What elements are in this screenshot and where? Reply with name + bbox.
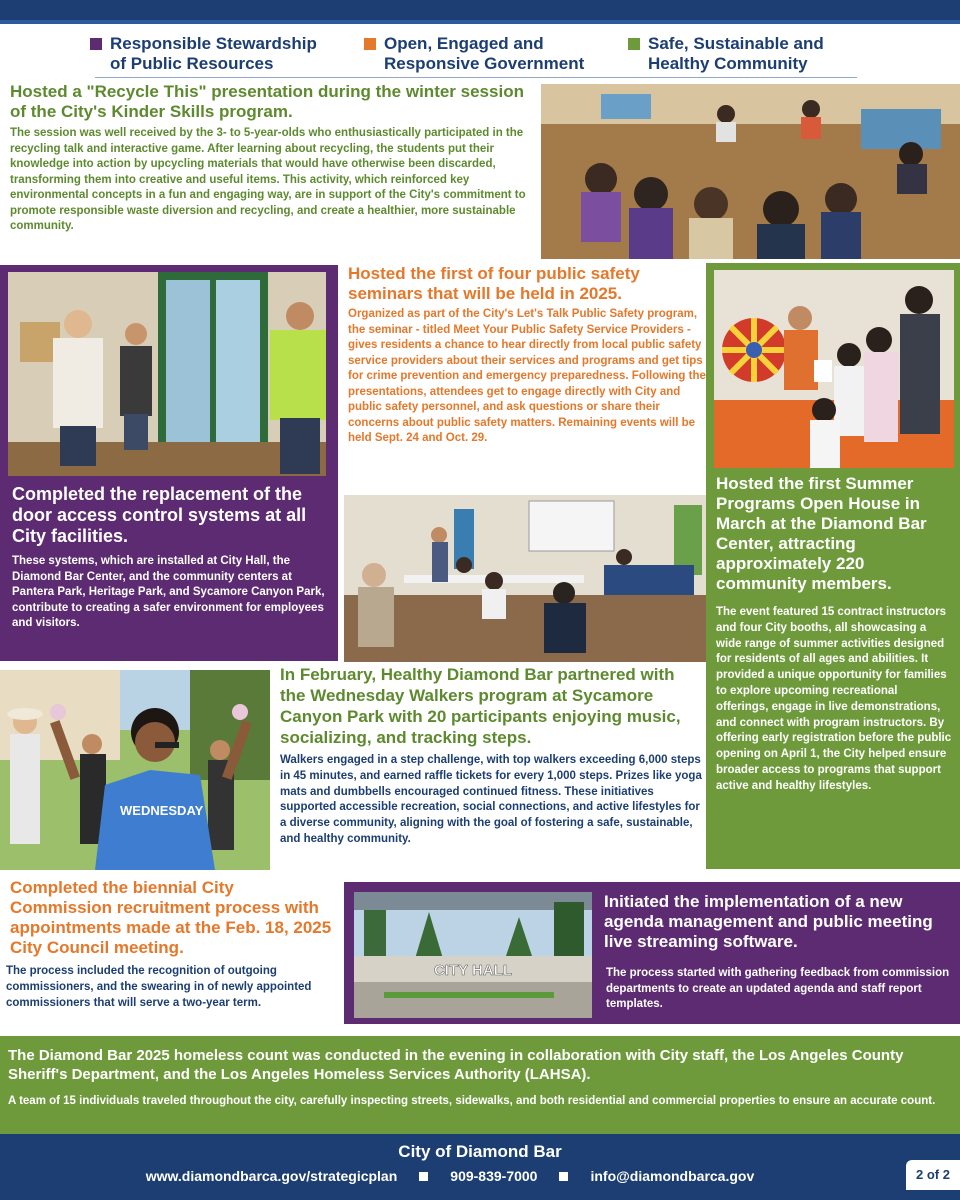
walkers-body: Walkers engaged in a step challenge, with top walkers exceeding 6,000 steps in 45 minutes, and earned raffle tickets for every 1,000 steps. Prizes like yoga mats and dumbbells encouraged continued fitness. These initiatives supported accessible recreation, social connections, and active lifestyles for a diverse community, aligning with the goal of fostering a safe, sustainable, and healthy community. bbox=[280, 754, 702, 845]
legend-item-community bbox=[628, 34, 824, 74]
legend-square-orange bbox=[364, 38, 376, 50]
legend-label: Responsible Stewardship of Public Resources bbox=[110, 34, 317, 73]
page-number: 2 of 2 bbox=[906, 1160, 960, 1190]
door-access-photo bbox=[8, 272, 326, 476]
wednesday-walkers-photo bbox=[0, 670, 270, 870]
legend-square-green bbox=[628, 38, 640, 50]
agenda-body: The process started with gathering feedback from commission departments to create an updated agenda and staff report templates. bbox=[606, 967, 950, 1010]
safety-heading: Hosted the first of four public safety seminars that will be held in 2025. bbox=[348, 264, 640, 303]
legend-label: Open, Engaged and Responsive Government bbox=[384, 34, 585, 73]
separator-square-icon bbox=[559, 1172, 568, 1181]
walkers-heading: In February, Healthy Diamond Bar partnered with the Wednesday Walkers program at Sycamore Canyon Park with 20 participants enjoying music, socializing, and tracking steps. bbox=[280, 665, 681, 747]
legend-square-purple bbox=[90, 38, 102, 50]
safety-seminar-photo bbox=[344, 495, 706, 662]
agenda-heading: Initiated the implementation of a new agenda management and public meeting live streaming software. bbox=[604, 892, 933, 951]
legend-label: Safe, Sustainable and Healthy Community bbox=[648, 34, 824, 73]
legend-divider bbox=[95, 77, 857, 78]
top-band-accent bbox=[0, 20, 960, 24]
footer-contact bbox=[0, 1168, 900, 1184]
kinder-skills-photo bbox=[541, 84, 960, 259]
city-hall-sign: CITY HALL bbox=[433, 962, 513, 979]
summer-heading: Hosted the first Summer Programs Open House in March at the Diamond Bar Center, attracting approximately 220 community members. bbox=[716, 474, 927, 593]
homeless-body: A team of 15 individuals traveled throughout the city, carefully inspecting streets, sidewalks, and both residential and commercial properties to ensure an accurate count. bbox=[8, 1095, 936, 1107]
recycle-heading: Hosted a "Recycle This" presentation during the winter session of the City's Kinder Skills program. bbox=[10, 82, 524, 121]
city-hall-photo bbox=[354, 892, 592, 1018]
footer-website-link[interactable]: www.diamondbarca.gov/strategicplan bbox=[145, 1168, 398, 1184]
footer-phone[interactable]: 909-839-7000 bbox=[450, 1168, 538, 1184]
footer-email-link[interactable]: info@diamondbarca.gov bbox=[590, 1168, 755, 1184]
open-house-photo bbox=[714, 270, 954, 468]
commission-body: The process included the recognition of outgoing commissioners, and the swearing in of newly appointed commissioners that will serve a two-year term. bbox=[6, 965, 312, 1009]
legend-item-stewardship bbox=[90, 34, 317, 74]
shirt-text: WEDNESDAY bbox=[120, 803, 204, 818]
summer-body: The event featured 15 contract instructors and four City booths, all showcasing a wide range of summer activities designed for residents of all ages and abilities. It provided a unique opportunity for families to explore upcoming recreational offerings, engage in live demonstrations, and connect with program instructors. By offering early registration before the public opening on April 1, the City helped ensure broader access to programs that support active and healthy lifestyles. bbox=[716, 606, 952, 792]
legend-item-government bbox=[364, 34, 584, 74]
top-band bbox=[0, 0, 960, 20]
door-access-heading: Completed the replacement of the door access control systems at all City facilities. bbox=[12, 484, 307, 546]
footer-city-name: City of Diamond Bar bbox=[398, 1142, 562, 1161]
safety-body: Organized as part of the City's Let's Talk Public Safety program, the seminar - titled Meet Your Public Safety Service Providers - gives residents a chance to hear directly from local public safety service providers about their services and programs and get tips for crime prevention and emergency preparedness. Following the presentations, attendees get to engage directly with City and public safety personnel, and ask questions or share their concerns about public safety matters. Remaining events will be held Sept. 24 and Oct. 29. bbox=[348, 308, 706, 444]
homeless-heading: The Diamond Bar 2025 homeless count was conducted in the evening in collaboration with City staff, the Los Angeles County Sheriff's Department, and the Los Angeles Homeless Services Authority (LAHSA). bbox=[8, 1047, 904, 1083]
separator-square-icon bbox=[419, 1172, 428, 1181]
recycle-body: The session was well received by the 3- to 5-year-olds who enthusiastically participated in the recycling talk and interactive game. After learning about recycling, the students put their knowledge into action by upcycling materials that would have otherwise been discarded, transforming them into creative and useful items. This activity, which reinforced key environmental concepts in a fun and engaging way, are in support of the City's commitment to promote responsible waste diversion and recycling, and create a healthier, more sustainable community. bbox=[10, 127, 526, 232]
commission-heading: Completed the biennial City Commission recruitment process with appointments made at the Feb. 18, 2025 City Council meeting. bbox=[10, 878, 332, 957]
door-access-body: These systems, which are installed at City Hall, the Diamond Bar Center, and the community centers at Pantera Park, Heritage Park, and Sycamore Canyon Park, contribute to creating a safer environment for employees and visitors. bbox=[12, 555, 325, 629]
